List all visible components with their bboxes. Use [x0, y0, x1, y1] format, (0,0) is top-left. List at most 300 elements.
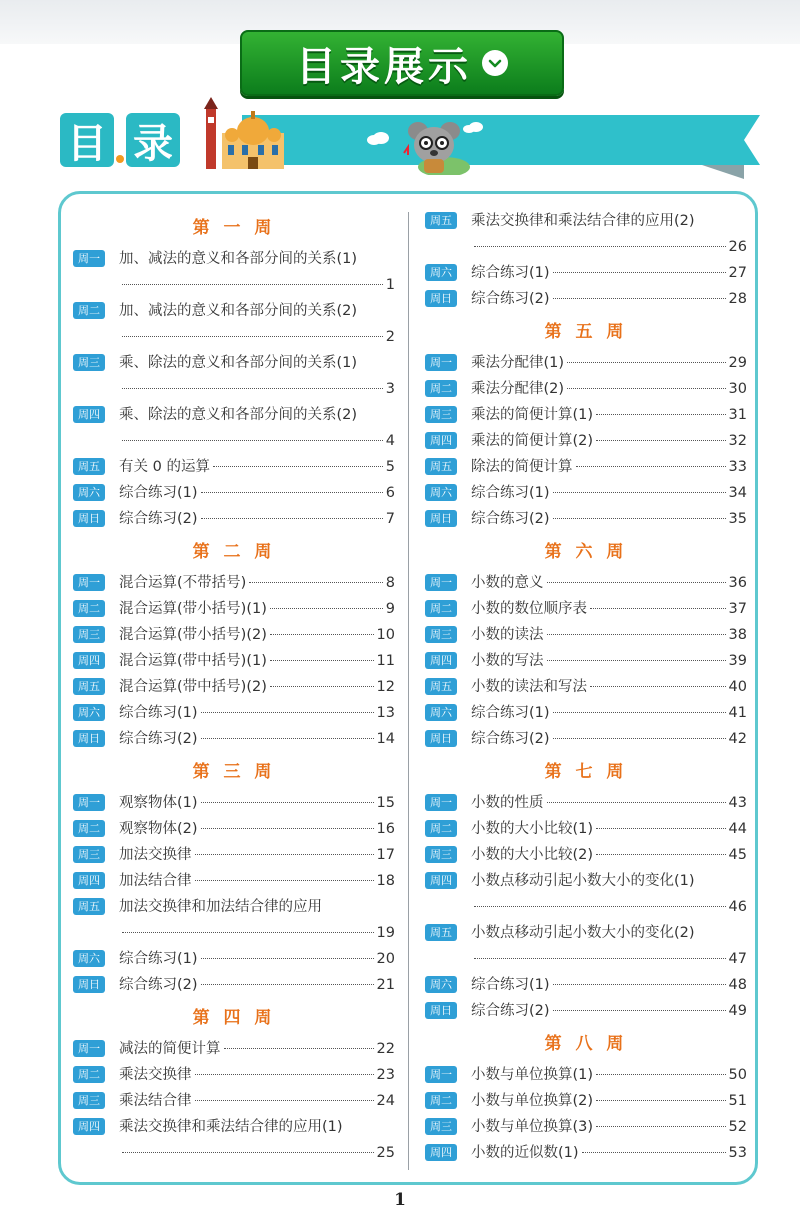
- dot-leader: [553, 272, 726, 273]
- day-badge: 周日: [73, 976, 105, 993]
- toc-entry[interactable]: [425, 1088, 747, 1114]
- dot-leader: [596, 1100, 726, 1101]
- toc-entry[interactable]: [73, 946, 395, 972]
- day-badge: 周三: [73, 846, 105, 863]
- day-badge: 周六: [73, 950, 105, 967]
- entry-body: [119, 570, 395, 596]
- toc-entry[interactable]: [425, 1114, 747, 1140]
- entry-page-number: 24: [376, 1093, 395, 1109]
- dot-leader: [547, 582, 726, 583]
- toc-entry[interactable]: [425, 350, 747, 376]
- entry-page-number: 40: [728, 679, 747, 695]
- entry-page-number: 32: [728, 433, 747, 449]
- entry-page-number: 25: [376, 1145, 395, 1161]
- toc-entry[interactable]: [425, 726, 747, 752]
- dot-leader: [224, 1048, 374, 1049]
- entry-page-number: 19: [376, 925, 395, 941]
- entry-page-number: 46: [728, 899, 747, 915]
- entry-body: [471, 972, 747, 998]
- entry-page-number: 34: [728, 485, 747, 501]
- entry-body: [471, 350, 747, 376]
- dot-leader: [249, 582, 382, 583]
- dot-leader: [195, 854, 374, 855]
- toc-entry[interactable]: [73, 726, 395, 752]
- entry-body: [471, 286, 747, 312]
- toc-column-left: [73, 208, 395, 1166]
- entry-body: [471, 998, 747, 1024]
- entry-title: 小数的读法: [471, 627, 544, 643]
- entry-title: 减法的简便计算: [119, 1041, 221, 1057]
- toc-entry[interactable]: [425, 428, 747, 454]
- toc-entry[interactable]: [73, 1036, 395, 1062]
- entry-page-number: 29: [728, 355, 747, 371]
- dot-leader: [201, 712, 374, 713]
- dot-leader: [213, 466, 383, 467]
- day-badge: 周四: [425, 872, 457, 889]
- entry-title: 加法结合律: [119, 873, 192, 889]
- dot-leader: [122, 336, 383, 337]
- entry-body: [119, 816, 395, 842]
- entry-page-number: 51: [728, 1093, 747, 1109]
- entry-page-number: 22: [376, 1041, 395, 1057]
- day-badge: 周三: [425, 846, 457, 863]
- day-badge: 周二: [73, 600, 105, 617]
- entry-title: 综合练习(1): [471, 705, 550, 721]
- entry-title: 乘、除法的意义和各部分间的关系(2): [119, 407, 358, 423]
- toc-entry[interactable]: [425, 700, 747, 726]
- dot-leader: [195, 1100, 374, 1101]
- toc-entry[interactable]: [73, 868, 395, 894]
- entry-body: [471, 622, 747, 648]
- toc-entry[interactable]: [425, 596, 747, 622]
- day-badge: 周二: [425, 380, 457, 397]
- entry-page-number: 50: [728, 1067, 747, 1083]
- entry-title: 乘法的简便计算(2): [471, 433, 594, 449]
- day-badge: 周四: [73, 1118, 105, 1135]
- entry-body: [471, 648, 747, 674]
- week-heading: 第 五 周: [544, 322, 628, 342]
- entry-body: [119, 868, 395, 894]
- day-badge: 周五: [73, 458, 105, 475]
- entry-page-number: 23: [376, 1067, 395, 1083]
- dot-leader: [553, 518, 726, 519]
- entry-title: 综合练习(2): [471, 1003, 550, 1019]
- entry-body: [119, 894, 395, 946]
- entry-body: [471, 868, 747, 920]
- header-char-mu: 目: [60, 113, 114, 167]
- toc-entry[interactable]: [73, 350, 395, 402]
- toc-entry[interactable]: [425, 998, 747, 1024]
- entry-page-number: 48: [728, 977, 747, 993]
- entry-page-number: 53: [728, 1145, 747, 1161]
- day-badge: 周五: [425, 212, 457, 229]
- toc-entry[interactable]: [73, 700, 395, 726]
- entry-title: 小数的大小比较(2): [471, 847, 594, 863]
- toc-entry[interactable]: [425, 208, 747, 260]
- dot-leader: [122, 1152, 374, 1153]
- entry-title: 乘法交换律: [119, 1067, 192, 1083]
- day-badge: 周日: [425, 290, 457, 307]
- entry-title: 小数与单位换算(3): [471, 1119, 594, 1135]
- entry-page-number: 47: [728, 951, 747, 967]
- dot-leader: [201, 984, 374, 985]
- toc-entry[interactable]: [425, 842, 747, 868]
- entry-page-number: 7: [385, 511, 395, 527]
- entry-title: 乘法分配律(2): [471, 381, 565, 397]
- entry-page-number: 12: [376, 679, 395, 695]
- dot-leader: [270, 660, 374, 661]
- dot-leader: [547, 634, 726, 635]
- entry-title: 乘法交换律和乘法结合律的应用(1): [119, 1119, 343, 1135]
- entry-page-number: 8: [385, 575, 395, 591]
- day-badge: 周六: [73, 484, 105, 501]
- entry-body: [119, 350, 395, 402]
- toc-entry[interactable]: [425, 1140, 747, 1166]
- day-badge: 周三: [425, 626, 457, 643]
- entry-body: [119, 1062, 395, 1088]
- toc-entry[interactable]: [425, 506, 747, 532]
- day-badge: 周二: [73, 820, 105, 837]
- dot-leader: [195, 880, 374, 881]
- entry-body: [471, 480, 747, 506]
- toc-entry[interactable]: [425, 972, 747, 998]
- entry-page-number: 4: [385, 433, 395, 449]
- entry-body: [119, 946, 395, 972]
- dot-leader: [596, 828, 726, 829]
- toc-entry[interactable]: [425, 622, 747, 648]
- dot-leader: [122, 932, 374, 933]
- entry-title: 观察物体(1): [119, 795, 198, 811]
- toc-entry[interactable]: [73, 454, 395, 480]
- entry-body: [471, 570, 747, 596]
- toc-entry[interactable]: [425, 402, 747, 428]
- dot-leader: [122, 440, 383, 441]
- entry-page-number: 13: [376, 705, 395, 721]
- entry-title: 混合运算(带小括号)(2): [119, 627, 267, 643]
- toc-entry[interactable]: [73, 622, 395, 648]
- day-badge: 周六: [425, 484, 457, 501]
- toc-entry[interactable]: [73, 570, 395, 596]
- day-badge: 周三: [73, 626, 105, 643]
- entry-title: 综合练习(1): [119, 705, 198, 721]
- day-badge: 周五: [425, 678, 457, 695]
- dot-leader: [596, 440, 726, 441]
- entry-title: 加、减法的意义和各部分间的关系(2): [119, 303, 358, 319]
- toc-entry[interactable]: [425, 816, 747, 842]
- toc-entry[interactable]: [73, 972, 395, 998]
- cloud-icon: [366, 131, 390, 145]
- entry-title: 综合练习(2): [119, 731, 198, 747]
- toc-entry[interactable]: [425, 674, 747, 700]
- toc-entry[interactable]: [425, 648, 747, 674]
- day-badge: 周一: [73, 250, 105, 267]
- week-heading: 第 四 周: [192, 1008, 276, 1028]
- week-heading: 第 三 周: [192, 762, 276, 782]
- entry-page-number: 31: [728, 407, 747, 423]
- entry-page-number: 37: [728, 601, 747, 617]
- entry-title: 小数的大小比较(1): [471, 821, 594, 837]
- day-badge: 周五: [73, 898, 105, 915]
- entry-page-number: 26: [728, 239, 747, 255]
- entry-title: 小数的意义: [471, 575, 544, 591]
- entry-title: 乘法结合律: [119, 1093, 192, 1109]
- entry-page-number: 33: [728, 459, 747, 475]
- day-badge: 周五: [73, 678, 105, 695]
- dot-leader: [195, 1074, 374, 1075]
- entry-title: 综合练习(1): [119, 951, 198, 967]
- entry-body: [471, 920, 747, 972]
- toc-entry[interactable]: [73, 480, 395, 506]
- entry-title: 小数的近似数(1): [471, 1145, 579, 1161]
- day-badge: 周二: [425, 600, 457, 617]
- entry-title: 乘、除法的意义和各部分间的关系(1): [119, 355, 358, 371]
- entry-title: 综合练习(2): [471, 731, 550, 747]
- toc-column-right: [425, 208, 747, 1166]
- dot-leader: [201, 802, 374, 803]
- dot-leader: [547, 802, 726, 803]
- dot-leader: [553, 712, 726, 713]
- entry-page-number: 14: [376, 731, 395, 747]
- banner-title: 目录展示: [296, 43, 472, 90]
- toc-entry[interactable]: [73, 648, 395, 674]
- entry-title: 小数的写法: [471, 653, 544, 669]
- day-badge: 周六: [425, 704, 457, 721]
- day-badge: 周三: [73, 354, 105, 371]
- ribbon-tail-icon: [700, 113, 760, 179]
- entry-title: 小数与单位换算(1): [471, 1067, 594, 1083]
- dot-leader: [122, 388, 383, 389]
- day-badge: 周五: [425, 924, 457, 941]
- castle-icon: [202, 97, 286, 169]
- header-dot: [116, 155, 124, 163]
- column-divider: [408, 212, 409, 1170]
- toc-entry[interactable]: [73, 506, 395, 532]
- toc-entry[interactable]: [425, 920, 747, 972]
- entry-page-number: 3: [385, 381, 395, 397]
- entry-page-number: 38: [728, 627, 747, 643]
- day-badge: 周五: [425, 458, 457, 475]
- day-badge: 周六: [73, 704, 105, 721]
- toc-entry[interactable]: [73, 1062, 395, 1088]
- dot-leader: [201, 738, 374, 739]
- day-badge: 周六: [425, 976, 457, 993]
- entry-body: [119, 246, 395, 298]
- entry-body: [471, 816, 747, 842]
- entry-page-number: 35: [728, 511, 747, 527]
- day-badge: 周日: [425, 1002, 457, 1019]
- dot-leader: [474, 906, 726, 907]
- toc-entry[interactable]: [73, 842, 395, 868]
- entry-title: 综合练习(2): [119, 511, 198, 527]
- day-badge: 周日: [73, 730, 105, 747]
- entry-title: 加、减法的意义和各部分间的关系(1): [119, 251, 358, 267]
- entry-body: [471, 790, 747, 816]
- dot-leader: [576, 466, 726, 467]
- day-badge: 周三: [425, 406, 457, 423]
- entry-body: [119, 790, 395, 816]
- entry-title: 小数与单位换算(2): [471, 1093, 594, 1109]
- dot-leader: [474, 958, 726, 959]
- entry-page-number: 5: [385, 459, 395, 475]
- entry-body: [119, 1036, 395, 1062]
- day-badge: 周日: [425, 510, 457, 527]
- toc-entry[interactable]: [73, 298, 395, 350]
- day-badge: 周日: [73, 510, 105, 527]
- toc-entry[interactable]: [425, 480, 747, 506]
- entry-title: 综合练习(1): [471, 265, 550, 281]
- day-badge: 周一: [73, 574, 105, 591]
- toc-entry[interactable]: [73, 790, 395, 816]
- dot-leader: [553, 984, 726, 985]
- entry-body: [471, 1114, 747, 1140]
- entry-body: [471, 726, 747, 752]
- dot-leader: [553, 738, 726, 739]
- toc-entry[interactable]: [73, 596, 395, 622]
- entry-title: 综合练习(1): [471, 977, 550, 993]
- entry-body: [471, 376, 747, 402]
- toc-entry[interactable]: [425, 454, 747, 480]
- toc-entry[interactable]: [425, 1062, 747, 1088]
- week-heading: 第 七 周: [544, 762, 628, 782]
- entry-body: [471, 506, 747, 532]
- dot-leader: [270, 634, 374, 635]
- entry-body: [471, 596, 747, 622]
- entry-body: [119, 1114, 395, 1166]
- entry-body: [119, 972, 395, 998]
- day-badge: 周一: [425, 354, 457, 371]
- entry-page-number: 10: [376, 627, 395, 643]
- entry-title: 观察物体(2): [119, 821, 198, 837]
- entry-title: 有关 0 的运算: [119, 459, 210, 475]
- day-badge: 周一: [425, 1066, 457, 1083]
- entry-title: 小数的数位顺序表: [471, 601, 587, 617]
- entry-page-number: 30: [728, 381, 747, 397]
- toc-panel: [58, 191, 758, 1185]
- entry-body: [471, 428, 747, 454]
- entry-title: 乘法交换律和乘法结合律的应用(2): [471, 213, 695, 229]
- entry-body: [119, 596, 395, 622]
- day-badge: 周三: [73, 1092, 105, 1109]
- entry-title: 乘法分配律(1): [471, 355, 565, 371]
- day-badge: 周三: [425, 1118, 457, 1135]
- toc-entry[interactable]: [73, 816, 395, 842]
- entry-body: [471, 454, 747, 480]
- entry-body: [471, 700, 747, 726]
- koala-mascot-icon: [400, 119, 470, 175]
- entry-title: 综合练习(2): [119, 977, 198, 993]
- entry-page-number: 21: [376, 977, 395, 993]
- chevron-down-icon: [482, 50, 508, 76]
- week-heading: 第 一 周: [192, 218, 276, 238]
- entry-page-number: 16: [376, 821, 395, 837]
- toc-entry[interactable]: [73, 402, 395, 454]
- day-badge: 周一: [73, 794, 105, 811]
- dot-leader: [590, 686, 726, 687]
- toc-entry[interactable]: [73, 1088, 395, 1114]
- page-number: 1: [394, 1190, 406, 1210]
- day-badge: 周四: [73, 406, 105, 423]
- toc-header: [60, 113, 760, 179]
- dot-leader: [596, 1074, 726, 1075]
- entry-page-number: 2: [385, 329, 395, 345]
- entry-body: [119, 842, 395, 868]
- dot-leader: [201, 828, 374, 829]
- entry-body: [471, 1088, 747, 1114]
- dot-leader: [270, 608, 383, 609]
- day-badge: 周二: [425, 1092, 457, 1109]
- toc-entry[interactable]: [425, 790, 747, 816]
- toc-entry[interactable]: [425, 868, 747, 920]
- entry-body: [119, 480, 395, 506]
- week-heading: 第 二 周: [192, 542, 276, 562]
- dot-leader: [201, 492, 383, 493]
- entry-page-number: 15: [376, 795, 395, 811]
- dot-leader: [582, 1152, 726, 1153]
- entry-title: 小数点移动引起小数大小的变化(2): [471, 925, 695, 941]
- toc-entry[interactable]: [425, 286, 747, 312]
- dot-leader: [596, 414, 726, 415]
- toc-entry[interactable]: [425, 376, 747, 402]
- title-banner: [240, 30, 564, 96]
- entry-page-number: 52: [728, 1119, 747, 1135]
- dot-leader: [553, 298, 726, 299]
- entry-body: [119, 402, 395, 454]
- header-char-lu: 录: [126, 113, 180, 167]
- entry-page-number: 39: [728, 653, 747, 669]
- dot-leader: [201, 518, 383, 519]
- dot-leader: [474, 246, 726, 247]
- day-badge: 周四: [425, 1144, 457, 1161]
- entry-page-number: 11: [376, 653, 395, 669]
- dot-leader: [201, 958, 374, 959]
- entry-page-number: 41: [728, 705, 747, 721]
- toc-entry[interactable]: [73, 246, 395, 298]
- entry-page-number: 27: [728, 265, 747, 281]
- dot-leader: [553, 1010, 726, 1011]
- toc-entry[interactable]: [425, 260, 747, 286]
- entry-page-number: 17: [376, 847, 395, 863]
- entry-body: [119, 506, 395, 532]
- day-badge: 周六: [425, 264, 457, 281]
- entry-body: [119, 726, 395, 752]
- entry-page-number: 1: [385, 277, 395, 293]
- toc-entry[interactable]: [73, 674, 395, 700]
- entry-page-number: 49: [728, 1003, 747, 1019]
- dot-leader: [567, 362, 726, 363]
- dot-leader: [596, 1126, 726, 1127]
- entry-title: 综合练习(2): [471, 291, 550, 307]
- dot-leader: [590, 608, 726, 609]
- day-badge: 周二: [73, 302, 105, 319]
- entry-page-number: 42: [728, 731, 747, 747]
- entry-body: [471, 1140, 747, 1166]
- entry-page-number: 43: [728, 795, 747, 811]
- toc-entry[interactable]: [73, 1114, 395, 1166]
- dot-leader: [270, 686, 374, 687]
- dot-leader: [553, 492, 726, 493]
- entry-title: 小数的性质: [471, 795, 544, 811]
- entry-page-number: 36: [728, 575, 747, 591]
- entry-title: 混合运算(不带括号): [119, 575, 247, 591]
- entry-body: [119, 454, 395, 480]
- entry-title: 小数点移动引起小数大小的变化(1): [471, 873, 695, 889]
- week-heading: 第 八 周: [544, 1034, 628, 1054]
- entry-title: 综合练习(1): [471, 485, 550, 501]
- toc-entry[interactable]: [425, 570, 747, 596]
- toc-entry[interactable]: [73, 894, 395, 946]
- day-badge: 周四: [73, 652, 105, 669]
- entry-title: 除法的简便计算: [471, 459, 573, 475]
